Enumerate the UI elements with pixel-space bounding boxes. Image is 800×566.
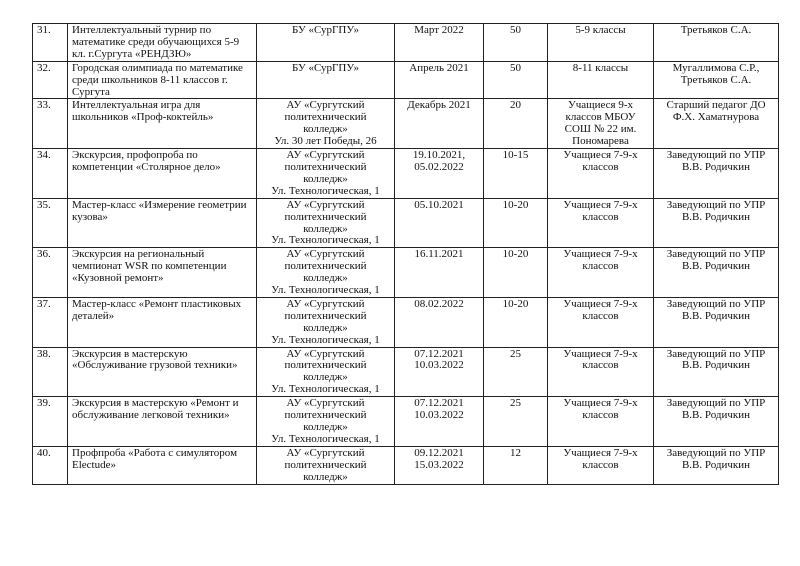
organizer: АУ «Сургутский политехнический колледж» Ул. Технологическая, 1 <box>257 248 395 298</box>
row-number: 33. <box>33 99 68 149</box>
participant-count: 12 <box>484 446 548 484</box>
event-date: 08.02.2022 <box>395 297 484 347</box>
participant-count: 25 <box>484 347 548 397</box>
row-number: 37. <box>33 297 68 347</box>
responsible-person: Третьяков С.А. <box>654 24 779 62</box>
responsible-person: Старший педагог ДО Ф.Х. Хаматнурова <box>654 99 779 149</box>
table-row <box>33 198 779 248</box>
table-row <box>33 347 779 397</box>
participants: Учащиеся 7-9-х классов <box>548 446 654 484</box>
organizer: АУ «Сургутский политехнический колледж» Ул. Технологическая, 1 <box>257 297 395 347</box>
events-table <box>32 23 779 485</box>
participant-count: 50 <box>484 24 548 62</box>
event-name: Городская олимпиада по математике среди школьников 8-11 классов г. Сургута <box>68 61 257 99</box>
row-number: 36. <box>33 248 68 298</box>
responsible-person: Мугаллимова С.Р., Третьяков С.А. <box>654 61 779 99</box>
organizer: БУ «СурГПУ» <box>257 61 395 99</box>
event-date: 16.11.2021 <box>395 248 484 298</box>
participants: Учащиеся 7-9-х классов <box>548 397 654 447</box>
organizer: АУ «Сургутский политехнический колледж» Ул. Технологическая, 1 <box>257 397 395 447</box>
participants: Учащиеся 7-9-х классов <box>548 198 654 248</box>
event-date: 19.10.2021, 05.02.2022 <box>395 149 484 199</box>
table-row <box>33 446 779 484</box>
event-name: Экскурсия на региональный чемпионат WSR по компетенции «Кузовной ремонт» <box>68 248 257 298</box>
responsible-person: Заведующий по УПР В.В. Родичкин <box>654 149 779 199</box>
organizer: АУ «Сургутский политехнический колледж» Ул. 30 лет Победы, 26 <box>257 99 395 149</box>
event-date: 09.12.2021 15.03.2022 <box>395 446 484 484</box>
table-row <box>33 397 779 447</box>
table-row <box>33 297 779 347</box>
row-number: 35. <box>33 198 68 248</box>
participant-count: 10-15 <box>484 149 548 199</box>
participant-count: 10-20 <box>484 198 548 248</box>
event-date: 07.12.2021 10.03.2022 <box>395 347 484 397</box>
table-row <box>33 61 779 99</box>
participants: 5-9 классы <box>548 24 654 62</box>
row-number: 38. <box>33 347 68 397</box>
event-name: Интеллектуальная игра для школьников «Проф-коктейль» <box>68 99 257 149</box>
event-name: Профпроба «Работа с симулятором Electude» <box>68 446 257 484</box>
responsible-person: Заведующий по УПР В.В. Родичкин <box>654 397 779 447</box>
responsible-person: Заведующий по УПР В.В. Родичкин <box>654 446 779 484</box>
table-row <box>33 99 779 149</box>
participant-count: 10-20 <box>484 248 548 298</box>
row-number: 40. <box>33 446 68 484</box>
participants: Учащиеся 9-х классов МБОУ СОШ № 22 им. Пономарева <box>548 99 654 149</box>
responsible-person: Заведующий по УПР В.В. Родичкин <box>654 347 779 397</box>
row-number: 32. <box>33 61 68 99</box>
organizer: АУ «Сургутский политехнический колледж» Ул. Технологическая, 1 <box>257 198 395 248</box>
participants: Учащиеся 7-9-х классов <box>548 347 654 397</box>
row-number: 39. <box>33 397 68 447</box>
event-name: Мастер-класс «Ремонт пластиковых деталей» <box>68 297 257 347</box>
participant-count: 20 <box>484 99 548 149</box>
participants: Учащиеся 7-9-х классов <box>548 149 654 199</box>
participants: Учащиеся 7-9-х классов <box>548 297 654 347</box>
participants: 8-11 классы <box>548 61 654 99</box>
table-row <box>33 149 779 199</box>
event-name: Интеллектуальный турнир по математике среди обучающихся 5-9 кл. г.Сургута «РЕНДЗЮ» <box>68 24 257 62</box>
row-number: 31. <box>33 24 68 62</box>
responsible-person: Заведующий по УПР В.В. Родичкин <box>654 248 779 298</box>
table-row <box>33 248 779 298</box>
event-name: Мастер-класс «Измерение геометрии кузова» <box>68 198 257 248</box>
event-date: 07.12.2021 10.03.2022 <box>395 397 484 447</box>
event-name: Экскурсия в мастерскую «Ремонт и обслуживание легковой техники» <box>68 397 257 447</box>
participant-count: 10-20 <box>484 297 548 347</box>
organizer: БУ «СурГПУ» <box>257 24 395 62</box>
event-name: Экскурсия, профопроба по компетенции «Столярное дело» <box>68 149 257 199</box>
responsible-person: Заведующий по УПР В.В. Родичкин <box>654 297 779 347</box>
responsible-person: Заведующий по УПР В.В. Родичкин <box>654 198 779 248</box>
event-date: Март 2022 <box>395 24 484 62</box>
participant-count: 25 <box>484 397 548 447</box>
event-date: Апрель 2021 <box>395 61 484 99</box>
event-date: Декабрь 2021 <box>395 99 484 149</box>
event-date: 05.10.2021 <box>395 198 484 248</box>
organizer: АУ «Сургутский политехнический колледж» <box>257 446 395 484</box>
organizer: АУ «Сургутский политехнический колледж» Ул. Технологическая, 1 <box>257 149 395 199</box>
table-row <box>33 24 779 62</box>
participants: Учащиеся 7-9-х классов <box>548 248 654 298</box>
row-number: 34. <box>33 149 68 199</box>
participant-count: 50 <box>484 61 548 99</box>
organizer: АУ «Сургутский политехнический колледж» Ул. Технологическая, 1 <box>257 347 395 397</box>
event-name: Экскурсия в мастерскую «Обслуживание грузовой техники» <box>68 347 257 397</box>
